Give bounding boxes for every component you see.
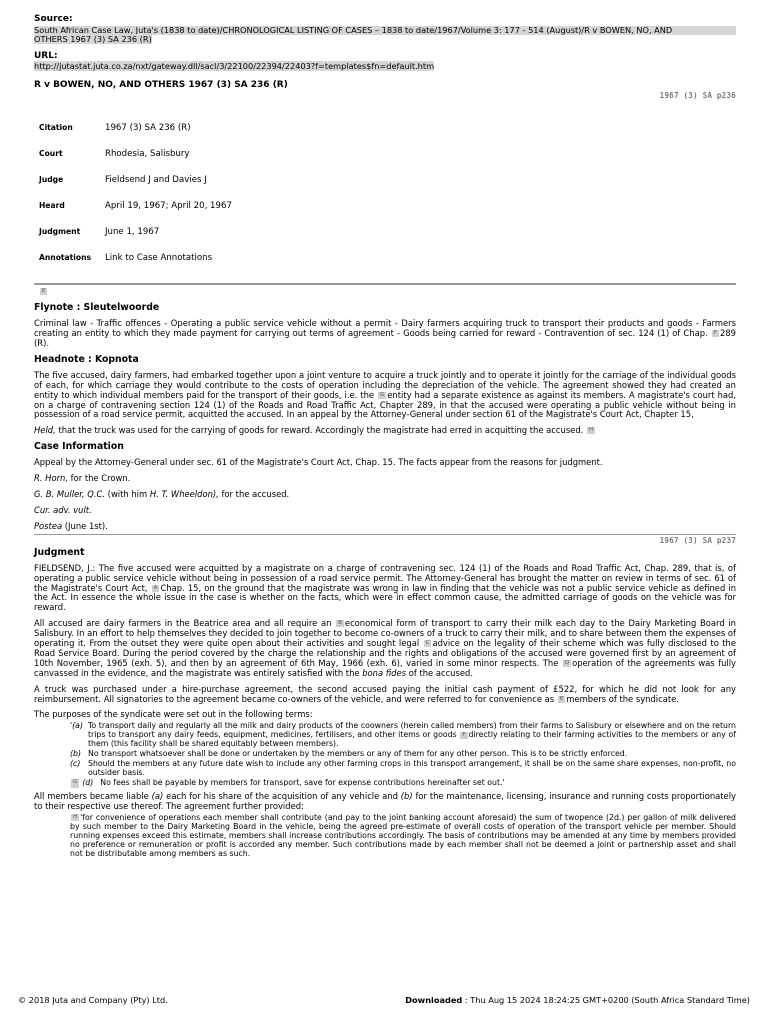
annotations-link[interactable]: Link to Case Annotations xyxy=(105,253,213,264)
headnote-paragraph: The five accused, dairy farmers, had embarked together upon a joint venture to acquire a truck jointly and to operate it jointly for the carriage of the individual goods of each, for which carriage they would contribute to the costs of operation including the depreciation of the vehicle. The agreement showed they had created an entity to which individual members paid for the transport of their goods, i.e. the G entity had a separate existence as against its members. A magistrate's court had, on a charge of contravening section 124 (1) of the Roads and Road Traffic Act, Chapter 289, in that the accused were operating a public vehicle without being in possession of a road service permit, acquitted the accused. In an appeal by the Attorney-General under section 61 of the Magistrate's Court Act, Chapter 15, xyxy=(34,369,737,420)
case-info-appeal: Appeal by the Attorney-General under sec. 61 of the Magistrate's Court Act, Chap. 15. The facts appear from the reasons for judgment. xyxy=(34,457,603,468)
postea: Postea (June 1st). xyxy=(34,520,108,531)
meta-row-heard xyxy=(39,193,232,219)
margin-marker: A xyxy=(153,584,158,591)
syndicate-terms-list xyxy=(34,722,736,788)
counsel-crown: R. Horn, for the Crown. xyxy=(34,473,131,484)
download-info: Downloaded : Thu Aug 15 2024 18:24:25 GMT+0200 (South Africa Standard Time) xyxy=(405,995,750,1005)
meta-value: Fieldsend J and Davies J xyxy=(105,175,207,186)
meta-value: April 19, 1967; April 20, 1967 xyxy=(105,201,232,212)
judgment-heading: Judgment xyxy=(34,546,85,558)
judgment-paragraph-5: All members became liable (a) each for his share of the acquisition of any vehicle and (b) for the maintenance, licensing, insurance and running costs proportionately to their respective use thereof. The agreement further provided: xyxy=(34,791,736,811)
meta-key: Court xyxy=(39,148,63,158)
margin-marker: H xyxy=(588,427,594,434)
flynote-heading: Flynote : Sleutelwoorde xyxy=(34,302,160,314)
headnote-held: Held, that the truck was used for the carrying of goods for reward. Accordingly the magistrate had erred in acquitting the accused. H xyxy=(34,425,594,436)
page-footer xyxy=(18,996,750,1006)
meta-row-judge xyxy=(39,167,232,193)
list-item: '(a) To transport daily and regularly all the milk and dairy products of the coowners (herein called members) from their farms to Salisbury or elsewhere and on the return trips to transport any dairy feeds, equipment, medicines, fertilisers, and other items or goods F directly relating to their farming activities to the members or any of them (this facility shall be shared equitably between members). xyxy=(70,721,736,749)
meta-row-annotations xyxy=(39,245,232,271)
meta-value: Rhodesia, Salisbury xyxy=(105,149,190,160)
judgment-paragraph-1: FIELDSEND, J.: The five accused were acquitted by a magistrate on a charge of contravening sec. 124 (1) of the Roads and Road Traffic Act, Chap. 289, that is, of operating a public service vehicle without being in possession of a road service permit. The Attorney-General has brought the matter on review in terms of sec. 61 of the Magistrate's Court Act, A Chap. 15, on the ground that the magistrate was wrong in law in finding that the vehicle was not a public service vehicle as defined in the Act. In essence the whole issue in the case is whether on the facts, which were in effect common cause, the admitted carriage of goods on the vehicle was for reward. xyxy=(34,562,737,613)
section-divider xyxy=(34,534,736,535)
margin-marker: G xyxy=(380,391,385,398)
judgment-paragraph-2: All accused are dairy farmers in the Beatrice area and all require an B economical form of transport to carry their milk each day to the Dairy Marketing Board in Salisbury. In an effort to help themselves they decided to join together to become co-owners of a truck to carry their milk, and to share between them the expenses of operating it. From the outset they were quite open about their activities and sought legal C advice on the legality of their scheme which was fully disclosed to the Road Service Board. During the period covered by the charge the relationship and the rights and obligations of the accused were governed first by an agreement of 10th November, 1965 (exh. 5), and then by an agreement of 6th May, 1966 (exh. 6), varied in some minor respects. The D operation of the agreements was fully canvassed in the evidence, and the magistrate was entirely satisfied with the bona fides of the accused. xyxy=(34,618,737,678)
source-path-line-1[interactable]: South African Case Law, Juta's (1838 to date)/CHRONOLOGICAL LISTING OF CASES – 1838 to date/1967/Volume 3: 177 - 514 (August)/R v BOWEN, NO, AND xyxy=(34,26,736,36)
judgment-paragraph-4: The purposes of the syndicate were set out in the following terms: xyxy=(34,709,313,720)
copyright-text: © 2018 Juta and Company (Pty) Ltd. xyxy=(18,995,168,1005)
meta-value: 1967 (3) SA 236 (R) xyxy=(105,123,191,134)
meta-key: Annotations xyxy=(39,252,92,262)
case-title: R v BOWEN, NO, AND OTHERS 1967 (3) SA 236 (R) xyxy=(34,79,288,90)
agreement-quote: H 'for convenience of operations each member shall contribute (and pay to the joint banking account aforesaid) the sum of twopence (2d.) per gallon of milk delivered by such member to the Dairy Marketing Board in the vehicle, being the agreed pre-estimate of overall costs of operation of the transport vehicle per member. Should running expenses exceed this estimate, members shall increase contributions accordingly. The basis of contributions may be amended at any time by members provided no preference or remuneration or profit is accorded any member. Such contributions made by each member shall not be deemed a joint or partnership asset and shall not be distributable among members as such. xyxy=(70,812,736,858)
meta-key: Judgment xyxy=(39,226,81,236)
margin-marker: D xyxy=(564,659,570,666)
list-item: G (d) No fees shall be payable by members for transport, save for expense contributions hereinafter set out.' xyxy=(73,778,505,788)
cur-adv-vult: Cur. adv. vult. xyxy=(34,504,92,515)
margin-marker: E xyxy=(559,695,564,702)
page-ref-236: 1967 (3) SA p236 xyxy=(659,91,736,101)
url-block xyxy=(34,51,736,72)
url-link[interactable]: http://jutastat.juta.co.za/nxt/gateway.dll/sacl/3/22100/22394/22403?f=templates$fn=default.htm xyxy=(34,60,435,71)
case-metadata-table xyxy=(39,115,232,271)
source-label: Source: xyxy=(34,14,73,24)
list-item: (b) No transport whatsoever shall be done or undertaken by the members or any of them for any other person. This is to be strictly enforced. xyxy=(70,749,628,759)
margin-marker: F xyxy=(713,330,717,337)
document-page xyxy=(34,14,736,859)
judgment-paragraph-3: A truck was purchased under a hire-purchase agreement, the second accused paying the initial cash payment of £522, for which he did not look for any reimbursement. All signatories to the agreement became co-owners of the vehicle, and were referred to for convenience as E members of the syndicate. xyxy=(34,683,736,704)
page-ref-237: 1967 (3) SA p237 xyxy=(659,535,736,545)
meta-row-citation xyxy=(39,115,232,141)
meta-key: Citation xyxy=(39,122,73,132)
meta-key: Judge xyxy=(39,174,64,184)
margin-marker: F xyxy=(462,731,466,738)
case-info-heading: Case Information xyxy=(34,441,124,453)
list-item: (c) Should the members at any future date wish to include any other farming crops in this transport arrangement, it shall be on the same share expenses, non-profit, no outsider basis. xyxy=(70,759,736,778)
margin-marker: E xyxy=(42,288,46,295)
margin-marker: C xyxy=(425,640,430,647)
headnote-heading: Headnote : Kopnota xyxy=(34,353,139,365)
section-divider xyxy=(34,283,736,285)
margin-marker: B xyxy=(338,620,342,627)
margin-marker: H xyxy=(73,814,78,821)
meta-value: June 1, 1967 xyxy=(105,227,160,238)
counsel-accused: G. B. Muller, Q.C. (with him H. T. Wheeldon), for the accused. xyxy=(34,489,290,500)
meta-key: Heard xyxy=(39,200,65,210)
source-block xyxy=(34,14,736,45)
meta-row-judgment xyxy=(39,219,232,245)
url-label: URL: xyxy=(34,51,58,62)
flynote-text: Criminal law - Traffic offences - Operating a public service vehicle without a permit - Dairy farmers acquiring truck to transport their products and goods - Farmers creating an entity to which they made payment for carrying out terms of agreement - Goods being carried for reward - Contravention of sec. 124 (1) of Chap. F 289 (R). xyxy=(34,318,736,348)
meta-row-court xyxy=(39,141,232,167)
margin-marker: G xyxy=(71,779,79,788)
source-path-line-2[interactable]: OTHERS 1967 (3) SA 236 (R) xyxy=(34,34,152,45)
